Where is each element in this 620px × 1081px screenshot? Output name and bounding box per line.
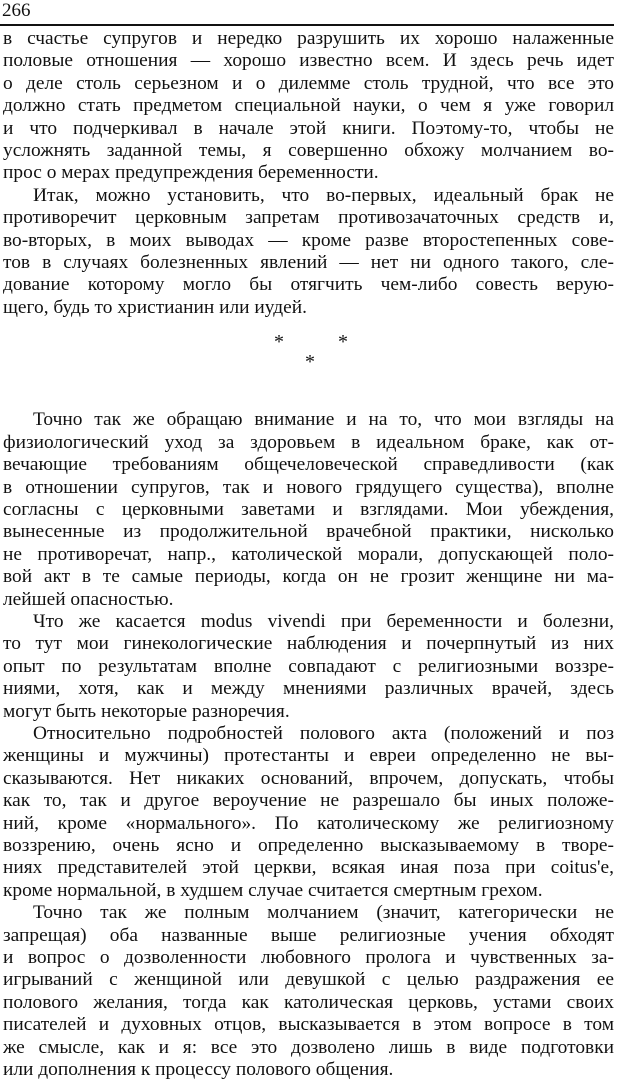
text-line: женщины и мужчины) протестанты и евреи определенно не вы-: [3, 745, 614, 767]
text-line: согласны с церковными заветами и взглядами. Мои убеждения,: [3, 498, 614, 520]
text-line: или дополнения к процессу полового общения.: [3, 1059, 394, 1081]
text-line: вынесенные из продолжительной врачебной практики, нисколько: [3, 521, 614, 543]
text-line: тов в случаях болезненных явлений — нет ни одного такого, сле-: [3, 252, 614, 274]
text-line: щего, будь то христианин или иудей.: [3, 296, 307, 318]
text-line: ниями, хотя, как и между мнениями различных врачей, здесь: [3, 678, 614, 700]
text-line: опыт по результатам вполне совпадают с религиозными воззре-: [3, 655, 614, 677]
text-line: могут быть некоторые разноречия.: [3, 700, 290, 722]
text-line: писателей и духовных отцов, высказывается в этом вопросе в том: [3, 1014, 614, 1036]
text-line: в счастье супругов и нередко разрушить их хорошо налаженные: [3, 28, 614, 49]
text-line: половые отношения — хорошо известно всем. И здесь речь идет: [3, 50, 614, 72]
text-line: Относительно подробностей полового акта (положений и поз: [33, 722, 614, 744]
text-line: не противоречат, напр., католической морали, допускающей поло-: [3, 543, 614, 565]
header-rule: [0, 24, 614, 26]
text-line: полового желания, тогда как католическая церковь, устами своих: [3, 991, 614, 1013]
text-line: то тут мои гинекологические наблюдения и почерпнутый из них: [3, 633, 614, 655]
text-line: в отношении супругов, так и нового грядущего существа), вполне: [3, 476, 614, 498]
text-line: воззрению, очень ясно и определенно высказываемому в творе-: [3, 835, 614, 856]
page-number: 266: [2, 0, 31, 21]
text-line: запрещая) оба названные выше религиозные учения обходят: [3, 924, 614, 946]
text-line: как то, так и другое вероучение не разрешало бы иных положе-: [3, 790, 614, 812]
paragraph: [3, 28, 614, 185]
text-line: Точно так же полным молчанием (значит, категорически не: [33, 902, 614, 924]
separator-asterisk: *: [274, 331, 284, 354]
section-separator: [3, 319, 614, 409]
paragraph: [3, 409, 614, 611]
text-line: ний, кроме «нормального». По католическому же религиозному: [3, 812, 614, 834]
text-line: ниях представителей этой церкви, всякая иная поза при coitus'e,: [3, 857, 614, 879]
text-line: и что подчеркивал в начале этой книги. Поэтому-то, чтобы не: [3, 117, 614, 139]
text-line: вой акт в те самые периоды, когда он не грозит женщине ни ма-: [3, 566, 614, 588]
text-line: Что же касается modus vivendi при беременности и болезни,: [33, 610, 614, 632]
text-line: Итак, можно установить, что во-первых, идеальный брак не: [33, 184, 614, 206]
text-line: лейшей опасностью.: [3, 588, 174, 610]
separator-asterisk: *: [338, 331, 348, 354]
text-line: вечающие требованиям общечеловеческой справедливости (как: [3, 454, 614, 476]
text-line: Точно так же обращаю внимание и на то, что мои взгляды на: [33, 409, 614, 431]
text-line: усложнять заданной темы, я совершенно обхожу молчанием во-: [3, 140, 614, 162]
text-line: игрываний с женщиной или девушкой с целью раздражения ее: [3, 969, 614, 991]
paragraph: [3, 611, 614, 723]
separator-asterisk: *: [305, 351, 315, 374]
text-line: же смысле, как и я: все это дозволено лишь в виде подготовки: [3, 1036, 614, 1058]
paragraph: [3, 723, 614, 902]
text-line: и вопрос о дозволенности любовного пролога и чувственных за-: [3, 947, 614, 969]
body-text: [3, 28, 614, 1081]
text-line: противоречит церковным запретам противозачаточных средств и,: [3, 207, 614, 229]
text-line: о деле столь серьезном и о дилемме столь трудной, что все это: [3, 72, 614, 94]
text-line: прос о мерах предупреждения беременности.: [3, 162, 379, 184]
paragraph: [3, 902, 614, 1081]
text-line: должно стать предметом специальной науки, о чем я уже говорил: [3, 95, 614, 117]
text-line: дование которому могло бы отягчить чем-либо совесть верую-: [3, 274, 614, 296]
text-line: кроме нормальной, в худшем случае считается смертным грехом.: [3, 879, 543, 901]
text-line: сказываются. Нет никаких оснований, впрочем, допускать, чтобы: [3, 767, 614, 789]
paragraph: [3, 185, 614, 319]
text-line: физиологический уход за здоровьем в идеальном браке, как от-: [3, 431, 614, 453]
text-line: во-вторых, в моих выводах — кроме разве второстепенных сове-: [3, 229, 614, 251]
